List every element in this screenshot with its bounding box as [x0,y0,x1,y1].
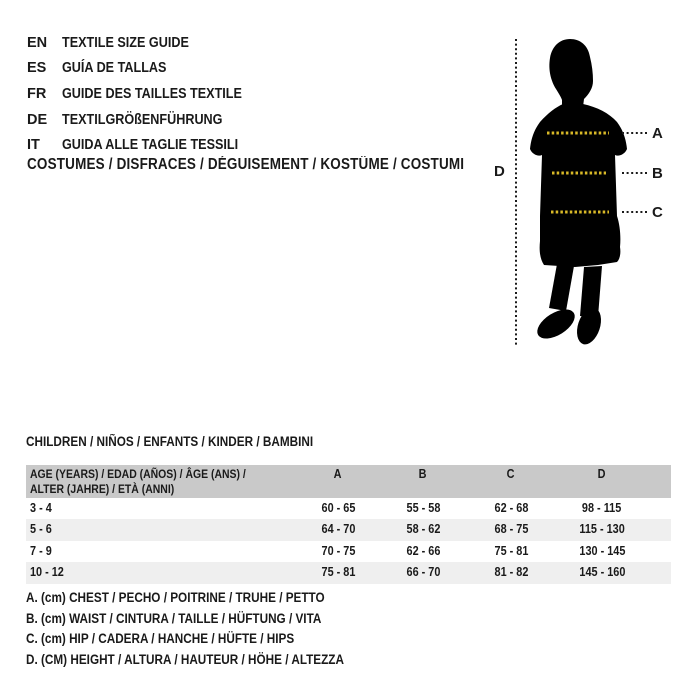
waist-cell: 55 - 58 [406,501,440,515]
chest-cell: 75 - 81 [321,565,355,580]
height-cell: 98 - 115 [582,501,622,515]
lang-row-es [27,56,269,82]
table-header-row [26,465,671,498]
legend-item-hip: C. (cm) HIP / CADERA / HANCHE / HÜFTE / HIPS [26,631,295,647]
waist-cell: 62 - 66 [406,543,440,558]
table-row [26,541,671,562]
age-cell: 7 - 9 [30,543,52,558]
measurement-legend [26,587,391,670]
column-header-b: B [419,467,427,481]
lang-code: EN [27,34,48,51]
silhouette-shorts [540,216,621,267]
lang-code: FR [27,85,47,102]
table-row [26,519,671,540]
height-cell: 130 - 145 [579,543,625,558]
measure-label-b: B [652,165,663,182]
lang-label: TEXTILE SIZE GUIDE [62,34,189,51]
waist-cell: 58 - 62 [406,522,440,537]
lang-label: GUIDE DES TAILLES TEXTILE [62,85,242,102]
silhouette-right-shoe [573,305,606,348]
age-column-header: AGE (YEARS) / EDAD (AÑOS) / ÂGE (ANS) / ALTER (JAHRE) / ETÀ (ANNI) [30,467,246,496]
table-row [26,562,671,583]
legend-item-waist: B. (cm) WAIST / CINTURA / TAILLE / HÜFTUNG / VITA [26,610,322,626]
language-list [27,30,269,158]
hip-cell: 62 - 68 [494,501,528,515]
column-header-d: D [598,467,606,481]
child-silhouette-figure [470,25,700,355]
silhouette-head [549,39,593,107]
table-row [26,498,671,519]
height-cell: 145 - 160 [579,565,625,580]
lang-label: GUIDA ALLE TAGLIE TESSILI [62,137,239,154]
lang-label: GUÍA DE TALLAS [62,60,167,77]
lang-row-it [27,132,269,158]
waist-cell: 66 - 70 [406,565,440,580]
column-header-a: A [334,467,342,481]
age-cell: 10 - 12 [30,565,64,580]
chest-cell: 64 - 70 [321,522,355,537]
legend-item-height: D. (CM) HEIGHT / ALTURA / HAUTEUR / HÖHE / ALTEZZA [26,651,344,667]
lang-row-de [27,107,269,133]
section-title-children: CHILDREN / NIÑOS / ENFANTS / KINDER / BAMBINI [26,434,314,449]
hip-cell: 68 - 75 [494,522,528,537]
chest-cell: 70 - 75 [321,543,355,558]
measure-label-c: C [652,204,663,221]
height-cell: 115 - 130 [579,522,625,537]
legend-item-chest: A. (cm) CHEST / PECHO / POITRINE / TRUHE / PETTO [26,589,325,605]
age-cell: 5 - 6 [30,522,52,537]
lang-label: TEXTILGRÖßENFÜHRUNG [62,111,223,128]
silhouette-left-leg [549,264,574,311]
lang-code: IT [27,137,40,154]
silhouette-torso [530,104,627,216]
measure-label-a: A [652,125,663,142]
lang-code: ES [27,60,47,77]
column-header-c: C [507,467,515,481]
age-cell: 3 - 4 [30,501,52,515]
lang-row-fr [27,81,269,107]
chest-cell: 60 - 65 [321,501,355,515]
category-title: COSTUMES / DISFRACES / DÉGUISEMENT / KOSTÜME / COSTUMI [27,156,465,173]
lang-row-en [27,30,269,56]
silhouette-left-shoe [532,304,579,345]
hip-cell: 81 - 82 [494,565,528,580]
size-table [26,465,671,584]
hip-cell: 75 - 81 [494,543,528,558]
lang-code: DE [27,111,48,128]
height-label-d: D [494,163,505,180]
